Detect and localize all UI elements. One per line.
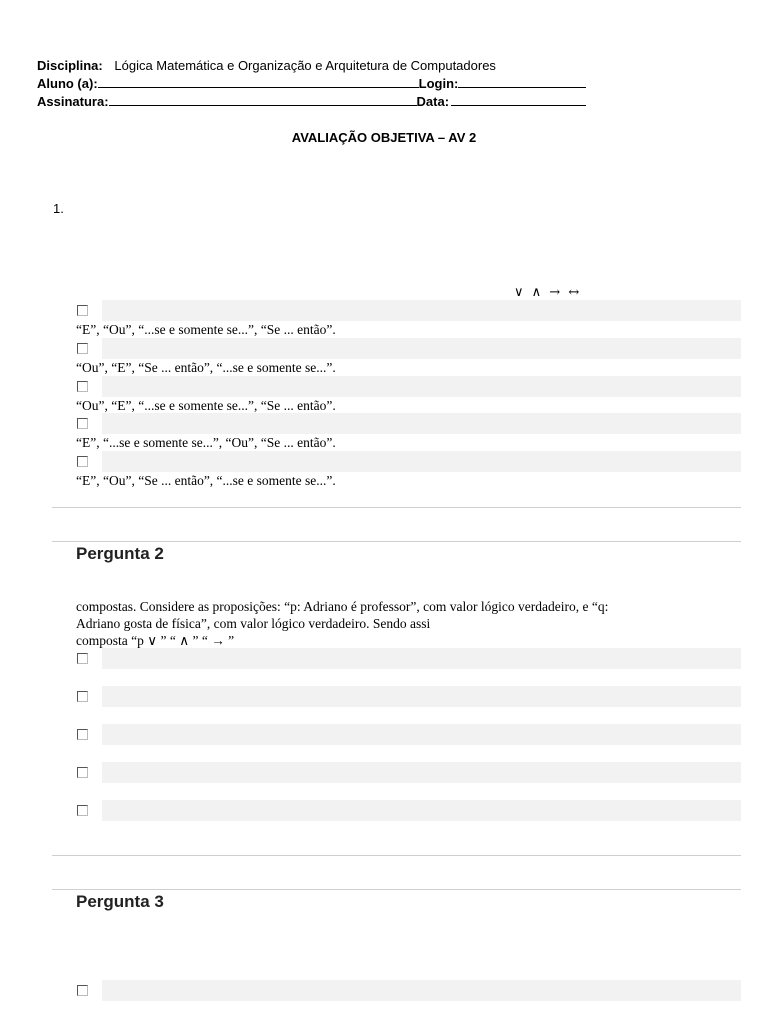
date-line[interactable]: [451, 93, 586, 106]
option-bar: [102, 413, 741, 434]
section-divider: [52, 889, 741, 890]
option-bar: [102, 800, 741, 821]
option-checkbox[interactable]: [77, 985, 88, 996]
section-divider: [52, 507, 741, 508]
logic-symbols: ∨ ∧ → ↔: [514, 285, 580, 300]
discipline-row: [37, 57, 496, 74]
discipline-value: Lógica Matemática e Organização e Arquitetura de Computadores: [114, 58, 496, 73]
page-title: AVALIAÇÃO OBJETIVA – AV 2: [291, 130, 477, 145]
login-line[interactable]: [458, 75, 586, 88]
question-2-line-3: composta “p ∨ ” “ ∧ ” “ → ”: [76, 633, 235, 648]
signature-line[interactable]: [109, 93, 417, 106]
section-divider: [52, 855, 741, 856]
option-bar: [102, 686, 741, 707]
discipline-label: Disciplina:: [37, 58, 103, 73]
student-label: Aluno (a):: [37, 76, 98, 91]
question-2-heading: Pergunta 2: [76, 544, 164, 563]
option-checkbox[interactable]: [77, 343, 88, 354]
student-row: [37, 75, 586, 92]
option-bar: [102, 300, 741, 321]
option-text: “E”, “Ou”, “Se ... então”, “...se e somente se...”.: [76, 473, 336, 488]
section-divider: [52, 541, 741, 542]
option-text: “Ou”, “E”, “...se e somente se...”, “Se ... então”.: [76, 398, 336, 413]
signature-label: Assinatura:: [37, 94, 109, 109]
date-label: Data:: [416, 94, 450, 109]
option-bar: [102, 648, 741, 669]
student-name-line[interactable]: [98, 75, 419, 88]
option-checkbox[interactable]: [77, 691, 88, 702]
option-text: “Ou”, “E”, “Se ... então”, “...se e somente se...”.: [76, 360, 336, 375]
option-checkbox[interactable]: [77, 767, 88, 778]
question-1-number: 1.: [53, 201, 64, 216]
question-3-heading: Pergunta 3: [76, 892, 164, 911]
option-checkbox[interactable]: [77, 653, 88, 664]
option-bar: [102, 338, 741, 359]
option-bar: [102, 376, 741, 397]
login-label: Login:: [418, 76, 459, 91]
option-text: “E”, “Ou”, “...se e somente se...”, “Se ... então”.: [76, 322, 336, 337]
signature-row: [37, 93, 586, 110]
option-checkbox[interactable]: [77, 729, 88, 740]
option-checkbox[interactable]: [77, 456, 88, 467]
question-2-line-1: compostas. Considere as proposições: “p: Adriano é professor”, com valor lógico verdadeiro, e “q:: [76, 599, 609, 614]
question-2-line-2: Adriano gosta de física”, com valor lógico verdadeiro. Sendo assi: [76, 616, 431, 631]
option-checkbox[interactable]: [77, 418, 88, 429]
option-checkbox[interactable]: [77, 805, 88, 816]
option-checkbox[interactable]: [77, 381, 88, 392]
option-bar: [102, 762, 741, 783]
option-bar: [102, 980, 741, 1001]
option-bar: [102, 451, 741, 472]
option-text: “E”, “...se e somente se...”, “Ou”, “Se ... então”.: [76, 435, 336, 450]
option-checkbox[interactable]: [77, 305, 88, 316]
option-bar: [102, 724, 741, 745]
